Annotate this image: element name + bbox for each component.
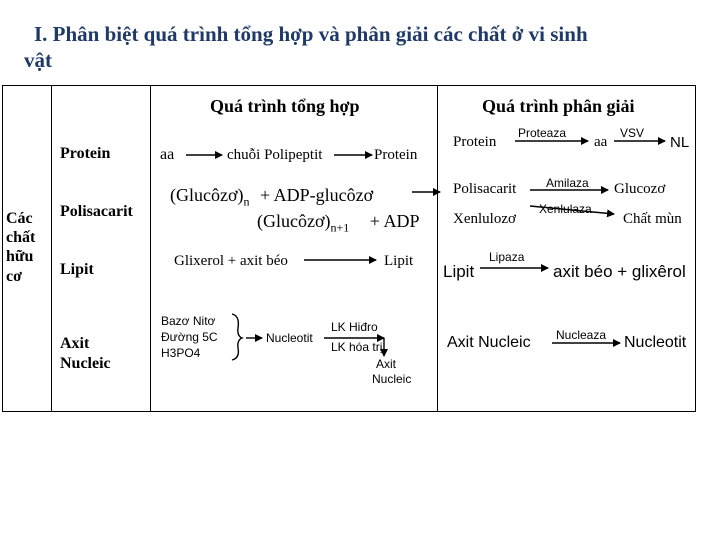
poly-syn-line2-glucose: (Glucôzơ) [257,211,331,231]
page-title-line1: I. Phân biệt quá trình tổng hợp và phân giải các chất ở vi sinh [34,22,588,46]
row-label-lipid: Lipit [60,261,94,278]
page-title-line2: vật [24,48,52,72]
protein-syn-protein: Protein [374,147,418,163]
protein-dec-aa: aa [594,134,608,150]
row-label-polysaccharide: Polisacarit [60,203,133,220]
group-label-line1: Các [6,210,33,227]
lipid-dec-enzyme: Lipaza [489,250,525,264]
poly-dec2-product: Chất mùn [623,211,682,227]
lipid-syn-reactants: Glixerol + axit béo [174,253,288,269]
poly-dec1-enzyme: Amilaza [546,176,589,190]
poly-dec2-substrate: Xenlulozơ [453,211,516,227]
nucleic-dec-enzyme: Nucleaza [556,328,607,342]
group-label-line3: hữu [6,248,34,265]
row-label-nucleic-line2: Nucleic [60,355,111,372]
nucleic-syn-enzyme-covalent: LK hóa trị [331,340,383,354]
header-synthesis: Quá trình tổng hợp [210,96,360,116]
group-label-line2: chất [6,229,36,246]
poly-syn-line1-adp: + ADP-glucôzơ [260,185,374,205]
nucleic-dec-substrate: Axit Nucleic [447,334,531,351]
row-label-protein: Protein [60,145,111,162]
poly-dec1-substrate: Polisacarit [453,181,517,197]
nucleic-syn-enzyme-hydrogen: LK Hiđro [331,320,378,334]
nucleic-syn-input-base: Bazơ Nitơ [161,314,216,328]
protein-syn-aa: aa [160,146,175,163]
poly-syn-line2-adp: + ADP [369,211,420,231]
lipid-dec-substrate: Lipit [443,262,475,281]
poly-dec2-enzyme: Xenlulaza [539,202,592,216]
nucleic-syn-input-sugar: Đường 5C [161,330,218,344]
protein-dec-protein: Protein [453,134,497,150]
nucleic-syn-brace [232,314,242,360]
protein-dec-nl: NL [670,134,690,151]
poly-syn-line1-glucose: (Glucôzơ) [170,185,244,205]
group-label-line4: cơ [6,268,22,285]
poly-syn-line2-sub: n+1 [330,220,350,235]
protein-dec-vsv: VSV [620,126,645,140]
nucleic-syn-input-phosphate: H3PO4 [161,346,201,360]
nucleic-syn-output-line2: Nucleic [372,372,412,386]
arrow-poly-dec-2 [530,206,614,214]
nucleic-syn-output-line1: Axit [376,357,397,371]
nucleic-syn-nucleotide: Nucleotit [266,331,313,345]
nucleic-dec-product: Nucleotit [624,334,687,351]
header-decomposition: Quá trình phân giải [482,96,635,116]
lipid-syn-product: Lipit [384,253,414,269]
poly-dec1-product: Glucozơ [614,181,666,197]
lipid-dec-product: axit béo + glixêrol [553,262,686,281]
protein-dec-enzyme: Proteaza [518,126,567,140]
protein-syn-chain: chuỗi Polipeptit [227,147,323,163]
poly-syn-line1-sub: n [243,194,250,209]
row-label-nucleic-line1: Axit [60,335,90,352]
